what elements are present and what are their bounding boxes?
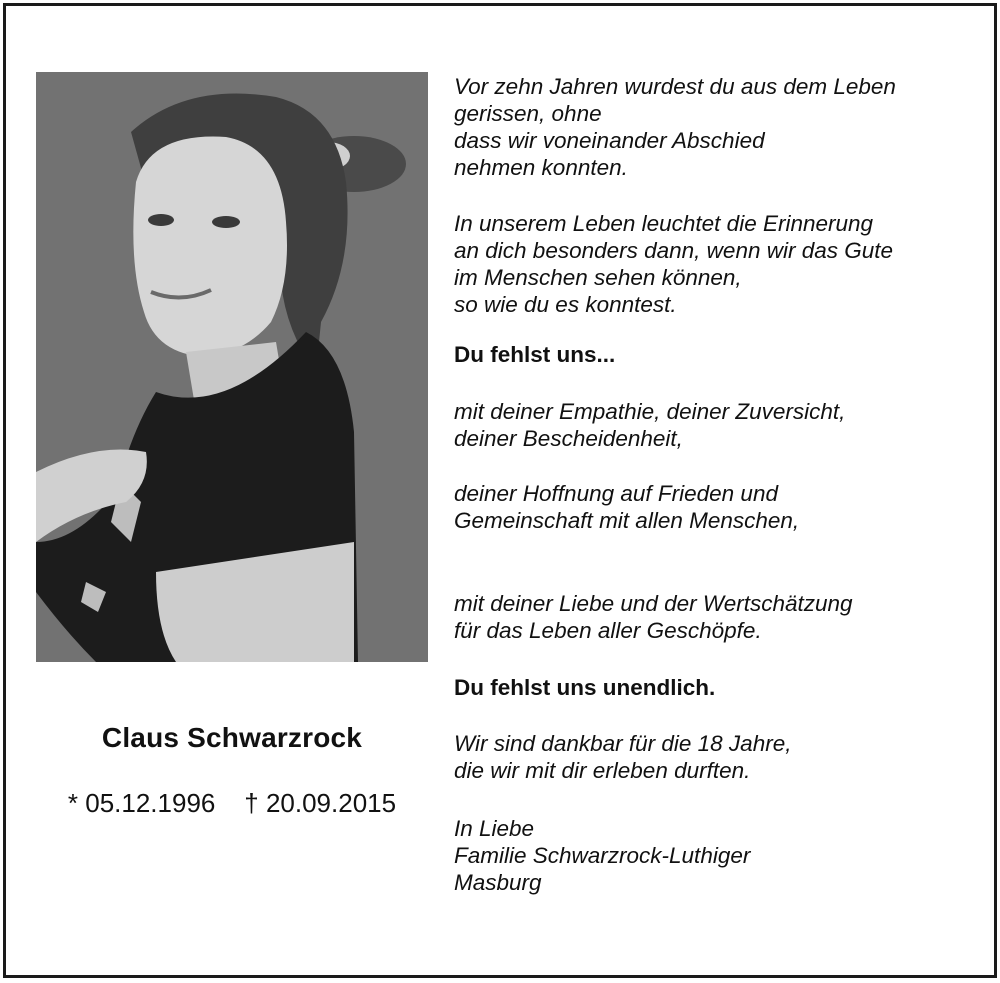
text-line: mit deiner Liebe und der Wertschätzung (454, 591, 853, 616)
text-line: nehmen konnten. (454, 155, 628, 180)
heading-du-fehlst-uns-unendlich (454, 674, 974, 701)
signature (454, 815, 974, 896)
text-line: deiner Bescheidenheit, (454, 426, 683, 451)
verse-6 (454, 730, 974, 784)
text-line: Familie Schwarzrock-Luthiger (454, 843, 751, 868)
portrait-image (36, 72, 428, 662)
text-line: für das Leben aller Geschöpfe. (454, 618, 762, 643)
deceased-name: Claus Schwarzrock (101, 722, 363, 753)
text-line: In Liebe (454, 816, 535, 841)
verse-3 (454, 398, 974, 452)
verse-4 (454, 480, 974, 534)
text-line: im Menschen sehen können, (454, 265, 742, 290)
verse-1 (454, 73, 974, 181)
text-line: die wir mit dir erleben durften. (454, 758, 751, 783)
text-line: Vor zehn Jahren wurdest du aus dem Leben (454, 74, 896, 99)
heading-du-fehlst-uns (454, 341, 974, 368)
text-line: gerissen, ohne (454, 101, 602, 126)
text-line: Du fehlst uns... (454, 342, 616, 367)
text-line: so wie du es konntest. (454, 292, 677, 317)
text-line: In unserem Leben leuchtet die Erinnerung (454, 211, 874, 236)
text-line: mit deiner Empathie, deiner Zuversicht, (454, 399, 846, 424)
text-line: Du fehlst uns unendlich. (454, 675, 716, 700)
text-line: Wir sind dankbar für die 18 Jahre, (454, 731, 792, 756)
text-line: Masburg (454, 870, 542, 895)
verse-5 (454, 590, 974, 644)
text-line: an dich besonders dann, wenn wir das Gute (454, 238, 894, 263)
text-line: dass wir voneinander Abschied (454, 128, 765, 153)
life-dates: * 05.12.1996 † 20.09.2015 (67, 788, 397, 818)
verse-2 (454, 210, 974, 318)
text-line: deiner Hoffnung auf Frieden und (454, 481, 778, 506)
portrait-photo (36, 72, 428, 662)
text-line: Gemeinschaft mit allen Menschen, (454, 508, 800, 533)
